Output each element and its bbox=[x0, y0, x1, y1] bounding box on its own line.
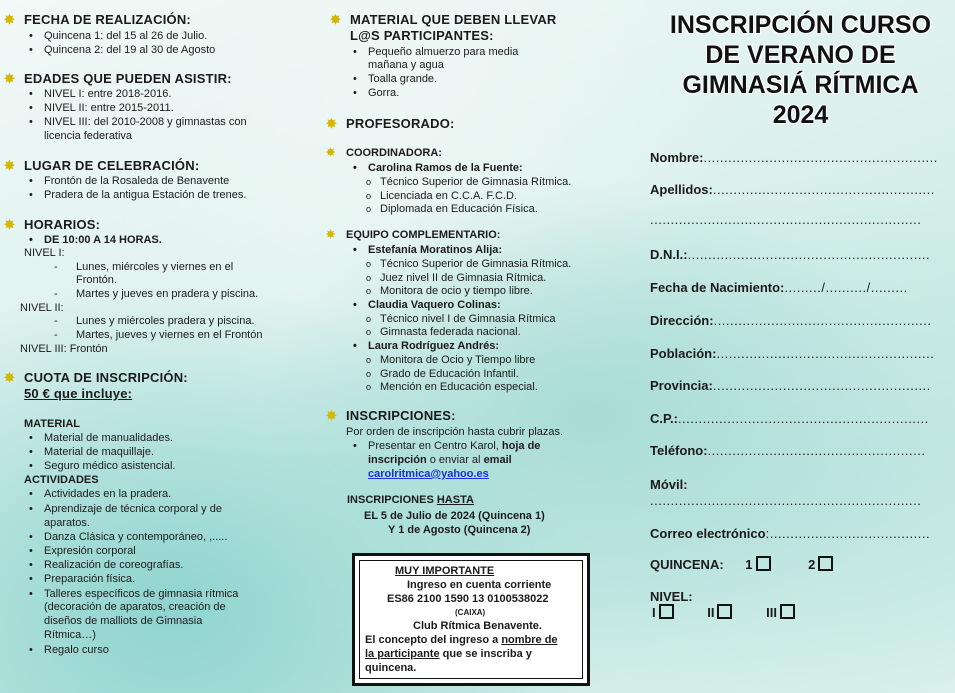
important-notice-box bbox=[352, 553, 590, 686]
list-item-cont: mañana y agua bbox=[368, 59, 444, 71]
list-item: o Técnico nivel I de Gimnasia Rítmica bbox=[380, 313, 555, 326]
list-item: • Material de manualidades. bbox=[44, 432, 173, 445]
list-item: • Talleres específicos de gimnasia rítmica bbox=[44, 588, 238, 601]
list-item: • Actividades en la pradera. bbox=[44, 488, 171, 501]
dni-field[interactable]: D.N.I.:........................................................... bbox=[650, 247, 931, 262]
cuota-heading: ✸ CUOTA DE INSCRIPCIÓN: bbox=[4, 370, 188, 385]
list-item: o Gimnasta federada nacional. bbox=[380, 326, 521, 339]
list-item: o Licenciada en C.C.A. F.C.D. bbox=[380, 190, 517, 203]
list-item: • Expresión corporal bbox=[44, 545, 136, 558]
nivel-label: NIVEL I: bbox=[24, 247, 65, 259]
bank-name: (CAIXA) bbox=[455, 608, 486, 617]
deadline-heading: INSCRIPCIONES HASTA bbox=[347, 494, 474, 506]
teacher-name: • Carolina Ramos de la Fuente: bbox=[368, 162, 523, 175]
list-item: o Juez nivel II de Gimnasia Rítmica. bbox=[380, 272, 546, 285]
list-item: o Diplomada en Educación Física. bbox=[380, 203, 538, 216]
quincena-selector: QUINCENA: 1 2 bbox=[650, 556, 833, 572]
edades-heading: ✸ EDADES QUE PUEDEN ASISTIR: bbox=[4, 71, 232, 86]
list-item: • Preparación física. bbox=[44, 573, 135, 586]
sun-icon: ✸ bbox=[4, 158, 16, 173]
present-text-cont: inscripción o enviar al email bbox=[368, 454, 512, 466]
sun-icon: ✸ bbox=[326, 229, 336, 241]
list-item: • NIVEL III: del 2010-2008 y gimnastas con bbox=[44, 116, 247, 129]
horarios-heading: ✸ HORARIOS: bbox=[4, 217, 101, 232]
material-heading: ✸ MATERIAL QUE DEBEN LLEVAR bbox=[330, 12, 557, 27]
nombre-field[interactable]: Nombre:......................................................... bbox=[650, 150, 938, 165]
list-item-cont: licencia federativa bbox=[44, 130, 133, 142]
email-field[interactable]: Correo electrónico:....................................... bbox=[650, 526, 931, 541]
movil-field[interactable]: Móvil: bbox=[650, 477, 688, 492]
notice-line: quincena. bbox=[365, 662, 417, 674]
list-item: • Regalo curso bbox=[44, 644, 109, 657]
apellidos-field[interactable]: Apellidos:...................................................... bbox=[650, 182, 935, 197]
list-item: • Realización de coreografías. bbox=[44, 559, 183, 572]
telefono-field[interactable]: Teléfono:..................................................... bbox=[650, 443, 926, 458]
list-item: o Monitora de Ocio y Tiempo libre bbox=[380, 354, 535, 367]
list-item: • Toalla grande. bbox=[368, 73, 437, 86]
schedule-item-cont: Frontón. bbox=[76, 274, 117, 286]
sun-icon: ✸ bbox=[330, 12, 342, 27]
notice-line: la participante que se inscriba y bbox=[365, 648, 532, 660]
material-heading-2: L@S PARTICIPANTES: bbox=[350, 28, 494, 43]
deadline-1: EL 5 de Julio de 2024 (Quincena 1) bbox=[364, 510, 545, 522]
nivel-1-checkbox[interactable] bbox=[659, 604, 674, 619]
schedule-item: - Martes y jueves en pradera y piscina. bbox=[76, 288, 258, 301]
list-item: • NIVEL II: entre 2015-2011. bbox=[44, 102, 174, 115]
list-item: • Quincena 2: del 19 al 30 de Agosto bbox=[44, 44, 215, 57]
fecha-heading: ✸ FECHA DE REALIZACIÓN: bbox=[4, 12, 191, 27]
schedule-item: - Martes, jueves y viernes en el Frontón bbox=[76, 329, 262, 342]
list-item-cont: aparatos. bbox=[44, 517, 90, 529]
nivel-label: NIVEL III: Frontón bbox=[20, 343, 108, 355]
cp-field[interactable]: C.P.:............................................................. bbox=[650, 411, 929, 426]
profesorado-heading: ✸ PROFESORADO: bbox=[326, 116, 455, 131]
list-item: • Frontón de la Rosaleda de Benavente bbox=[44, 175, 229, 188]
poblacion-field[interactable]: Población:..................................................... bbox=[650, 346, 935, 361]
list-item: o Monitora de ocio y tiempo libre. bbox=[380, 285, 533, 298]
movil-field-line[interactable]: .................................................................. bbox=[650, 493, 922, 508]
teacher-name: • Claudia Vaquero Colinas: bbox=[368, 299, 501, 312]
direccion-field[interactable]: Dirección:..................................................... bbox=[650, 313, 932, 328]
present-text: • Presentar en Centro Karol, hoja de bbox=[368, 440, 540, 453]
list-item: • Pequeño almuerzo para media bbox=[368, 46, 518, 59]
lugar-heading: ✸ LUGAR DE CELEBRACIÓN: bbox=[4, 158, 200, 173]
nivel-3-checkbox[interactable] bbox=[780, 604, 795, 619]
actividades-label: ACTIVIDADES bbox=[24, 474, 99, 486]
list-item-cont: Rítmica…) bbox=[44, 629, 96, 641]
nivel-label: NIVEL: bbox=[650, 589, 693, 604]
sun-icon: ✸ bbox=[326, 408, 338, 423]
notice-title: MUY IMPORTANTE bbox=[395, 565, 495, 577]
provincia-field[interactable]: Provincia:..................................................... bbox=[650, 378, 931, 393]
notice-line: El concepto del ingreso a nombre de bbox=[365, 634, 558, 646]
birthdate-field[interactable]: Fecha de Nacimiento:........./........../......... bbox=[650, 280, 908, 295]
list-item: • Seguro médico asistencial. bbox=[44, 460, 175, 473]
price: 50 € que incluye: bbox=[24, 386, 133, 401]
nivel-2-checkbox[interactable] bbox=[717, 604, 732, 619]
sun-icon: ✸ bbox=[326, 147, 336, 159]
teacher-name: • Laura Rodríguez Andrés: bbox=[368, 340, 499, 353]
list-item-cont: (decoración de aparatos, creación de bbox=[44, 601, 226, 613]
iban: ES86 2100 1590 13 0100538022 bbox=[387, 593, 549, 605]
sun-icon: ✸ bbox=[4, 370, 16, 385]
sun-icon: ✸ bbox=[326, 116, 338, 131]
list-item: • Danza Clásica y contemporáneo, ,..... bbox=[44, 531, 227, 544]
notice-line: Ingreso en cuenta corriente bbox=[407, 579, 552, 591]
list-item: o Técnico Superior de Gimnasia Rítmica. bbox=[380, 258, 571, 271]
nivel-label: NIVEL II: bbox=[20, 302, 64, 314]
quincena-2-checkbox[interactable] bbox=[818, 556, 833, 571]
page-title: INSCRIPCIÓN CURSO DE VERANO DE GIMNASIÁ RÍTMICA 2024 bbox=[669, 11, 932, 129]
equipo-label: ✸ EQUIPO COMPLEMENTARIO: bbox=[326, 229, 501, 241]
list-item: • Quincena 1: del 15 al 26 de Julio. bbox=[44, 30, 207, 43]
sun-icon: ✸ bbox=[4, 12, 16, 27]
list-item: • Aprendizaje de técnica corporal y de bbox=[44, 503, 222, 516]
email-link[interactable]: carolritmica@yahoo.es bbox=[368, 468, 489, 480]
teacher-name: • Estefanía Moratinos Alija: bbox=[368, 244, 502, 257]
list-item: o Técnico Superior de Gimnasia Rítmica. bbox=[380, 176, 571, 189]
material-label: MATERIAL bbox=[24, 418, 81, 430]
quincena-1-checkbox[interactable] bbox=[756, 556, 771, 571]
list-item: • Material de maquillaje. bbox=[44, 446, 154, 459]
inscripciones-heading: ✸ INSCRIPCIONES: bbox=[326, 408, 456, 423]
list-item-cont: diseños de malliots de Gimnasia bbox=[44, 615, 203, 627]
apellidos-field-line2[interactable]: .................................................................. bbox=[650, 212, 922, 227]
sun-icon: ✸ bbox=[4, 217, 16, 232]
coord-label: ✸ COORDINADORA: bbox=[326, 147, 442, 159]
sun-icon: ✸ bbox=[4, 71, 16, 86]
club-name: Club Rítmica Benavente. bbox=[413, 620, 542, 632]
list-item: o Mención en Educación especial. bbox=[380, 381, 538, 394]
schedule-item: - Lunes y miércoles pradera y piscina. bbox=[76, 315, 255, 328]
list-item: o Grado de Educación Infantil. bbox=[380, 368, 519, 381]
deadline-2: Y 1 de Agosto (Quincena 2) bbox=[388, 524, 531, 536]
list-item: • Pradera de la antigua Estación de trenes. bbox=[44, 189, 246, 202]
list-item: • NIVEL I: entre 2018-2016. bbox=[44, 88, 171, 101]
schedule-item: - Lunes, miércoles y viernes en el bbox=[76, 261, 233, 274]
order-text: Por orden de inscripción hasta cubrir plazas. bbox=[346, 426, 564, 438]
nivel-selector: I II III bbox=[652, 604, 795, 620]
list-item: • Gorra. bbox=[368, 87, 399, 100]
hours: • DE 10:00 A 14 HORAS. bbox=[44, 234, 162, 247]
